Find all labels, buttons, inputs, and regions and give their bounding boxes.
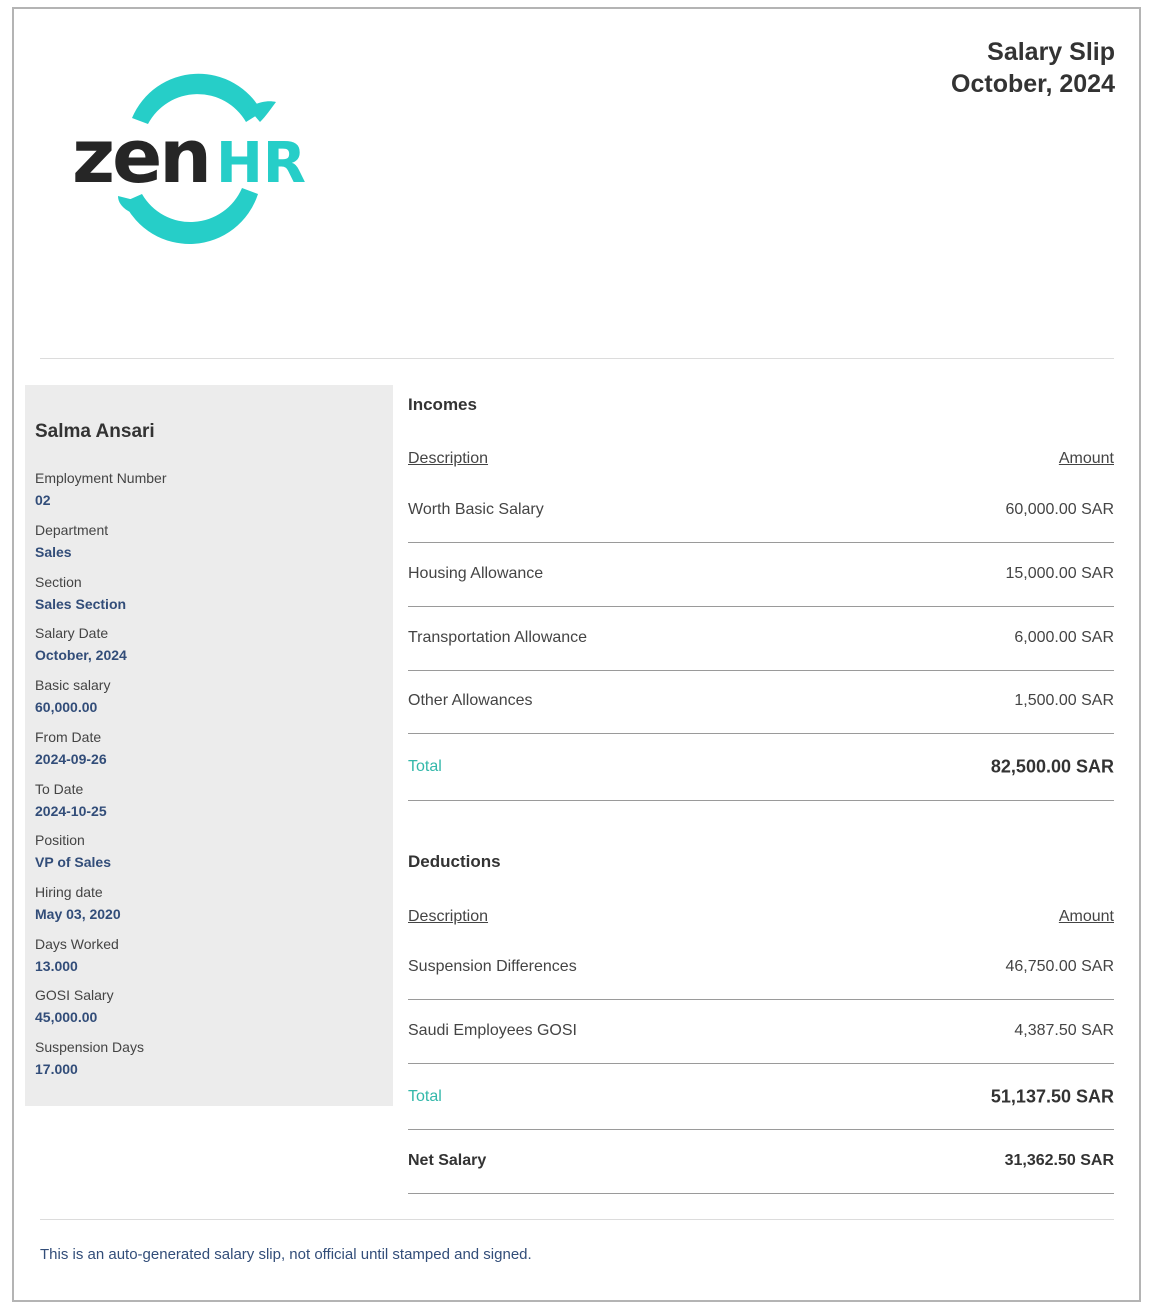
income-description: Other Allowances bbox=[408, 692, 533, 709]
net-salary-label: Net Salary bbox=[408, 1152, 487, 1169]
income-description: Housing Allowance bbox=[408, 565, 544, 582]
field-label: To Date bbox=[35, 781, 84, 797]
income-row bbox=[408, 669, 1114, 734]
field-label: Basic salary bbox=[35, 677, 111, 693]
field-value: May 03, 2020 bbox=[35, 906, 121, 922]
field-basic-salary bbox=[35, 676, 110, 716]
footer-divider bbox=[40, 1219, 1114, 1220]
header-divider bbox=[40, 358, 1114, 359]
income-amount: 1,500.00 SAR bbox=[1014, 692, 1114, 709]
deduction-total-amount: 51,137.50 SAR bbox=[990, 1086, 1114, 1106]
slip-title-line2: October, 2024 bbox=[951, 70, 1115, 98]
slip-title bbox=[951, 36, 1115, 100]
field-label: Days Worked bbox=[35, 936, 119, 952]
field-employment-number bbox=[35, 469, 167, 509]
field-value: 45,000.00 bbox=[35, 1009, 98, 1025]
field-department bbox=[35, 521, 108, 561]
income-amount: 15,000.00 SAR bbox=[1005, 565, 1114, 582]
zenhr-logo bbox=[70, 72, 320, 248]
field-label: Position bbox=[35, 832, 85, 848]
net-salary-amount: 31,362.50 SAR bbox=[1004, 1152, 1114, 1169]
deduction-row bbox=[408, 935, 1114, 1000]
field-value: 02 bbox=[35, 492, 51, 508]
deduction-total-label: Total bbox=[408, 1087, 442, 1105]
field-label: Employment Number bbox=[35, 470, 167, 486]
field-salary-date bbox=[35, 624, 127, 664]
income-description: Transportation Allowance bbox=[408, 629, 588, 646]
field-gosi-salary bbox=[35, 986, 114, 1026]
field-label: From Date bbox=[35, 729, 102, 745]
field-days-worked bbox=[35, 935, 119, 975]
field-label: Salary Date bbox=[35, 625, 109, 641]
field-label: Section bbox=[35, 574, 82, 590]
incomes-title: Incomes bbox=[408, 395, 477, 414]
field-value: 60,000.00 bbox=[35, 699, 98, 715]
field-label: GOSI Salary bbox=[35, 987, 114, 1003]
deduction-description: Saudi Employees GOSI bbox=[408, 1022, 577, 1039]
deduction-description: Suspension Differences bbox=[408, 958, 577, 975]
field-value: 2024-10-25 bbox=[35, 803, 107, 819]
field-value: October, 2024 bbox=[35, 647, 127, 663]
deduction-amount: 46,750.00 SAR bbox=[1005, 958, 1114, 975]
field-value: Sales Section bbox=[35, 596, 127, 612]
field-value: VP of Sales bbox=[35, 854, 112, 870]
income-row bbox=[408, 542, 1114, 607]
field-from-date bbox=[35, 728, 107, 768]
deductions-title: Deductions bbox=[408, 852, 501, 871]
field-position bbox=[35, 831, 111, 871]
field-label: Suspension Days bbox=[35, 1039, 144, 1055]
income-description: Worth Basic Salary bbox=[408, 501, 544, 518]
deduction-total-row bbox=[408, 1064, 1114, 1130]
slip-title-line1: Salary Slip bbox=[987, 38, 1115, 66]
field-section bbox=[35, 573, 126, 613]
deduction-amount: 4,387.50 SAR bbox=[1014, 1022, 1114, 1039]
income-amount: 6,000.00 SAR bbox=[1014, 629, 1114, 646]
income-total-label: Total bbox=[408, 758, 442, 775]
incomes-col-description: Description bbox=[408, 450, 489, 467]
incomes-col-amount: Amount bbox=[1058, 450, 1114, 467]
field-value: Sales bbox=[35, 544, 72, 560]
field-hiring-date bbox=[35, 883, 121, 923]
field-value: 13.000 bbox=[35, 958, 78, 974]
svg-text:HR: HR bbox=[216, 131, 306, 196]
income-total-amount: 82,500.00 SAR bbox=[990, 756, 1114, 777]
field-label: Department bbox=[35, 522, 109, 538]
deductions-col-description: Description bbox=[408, 908, 489, 925]
employee-name: Salma Ansari bbox=[35, 421, 155, 442]
footer-note: This is an auto-generated salary slip, not official until stamped and signed. bbox=[40, 1246, 532, 1263]
income-amount: 60,000.00 SAR bbox=[1005, 501, 1114, 518]
deduction-row bbox=[408, 999, 1114, 1064]
field-suspension-days bbox=[35, 1038, 144, 1078]
income-total-row bbox=[408, 734, 1114, 801]
net-salary-row bbox=[408, 1129, 1114, 1194]
svg-text:zen: zen bbox=[72, 114, 209, 200]
income-row bbox=[408, 606, 1114, 671]
field-to-date bbox=[35, 780, 107, 820]
deductions-col-amount: Amount bbox=[1058, 908, 1114, 925]
field-value: 2024-09-26 bbox=[35, 751, 107, 767]
income-row bbox=[408, 478, 1114, 543]
field-value: 17.000 bbox=[35, 1061, 78, 1077]
field-label: Hiring date bbox=[35, 884, 103, 900]
employee-info-panel bbox=[25, 385, 393, 1106]
